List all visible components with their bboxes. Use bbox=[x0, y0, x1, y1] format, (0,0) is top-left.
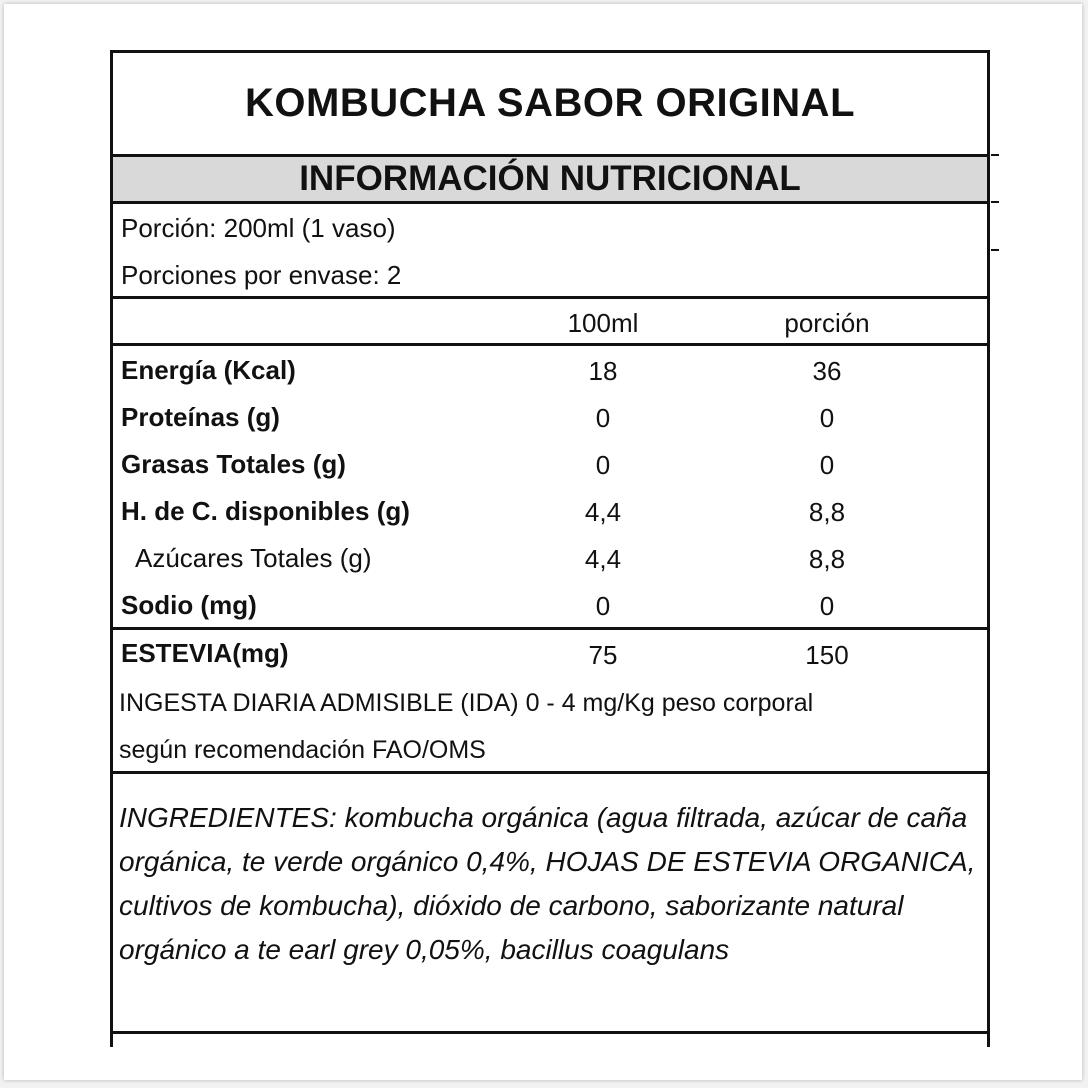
nutrient-value-portion: 8,8 bbox=[808, 544, 846, 574]
nutrient-value-portion: 0 bbox=[819, 403, 835, 433]
divider bbox=[113, 627, 987, 630]
nutrient-value-portion: 8,8 bbox=[808, 497, 846, 527]
ida-note-line2: según recomendación FAO/OMS bbox=[119, 736, 486, 764]
nutrient-name: H. de C. disponibles (g) bbox=[121, 496, 410, 526]
portion-size: Porción: 200ml (1 vaso) bbox=[121, 213, 396, 243]
divider-stub bbox=[991, 201, 999, 203]
divider bbox=[113, 1031, 987, 1034]
section-title: INFORMACIÓN NUTRICIONAL bbox=[299, 159, 801, 198]
nutrient-value-100ml: 0 bbox=[595, 450, 611, 480]
nutrient-value-portion: 0 bbox=[819, 591, 835, 621]
divider bbox=[113, 343, 987, 346]
nutrient-name: Proteínas (g) bbox=[121, 402, 280, 432]
nutrient-name: Sodio (mg) bbox=[121, 590, 257, 620]
ida-note-line1: INGESTA DIARIA ADMISIBLE (IDA) 0 - 4 mg/Kg peso corporal bbox=[119, 689, 814, 717]
nutrient-value-100ml: 4,4 bbox=[584, 544, 622, 574]
column-header-100ml: 100ml bbox=[567, 308, 639, 338]
product-title: KOMBUCHA SABOR ORIGINAL bbox=[245, 81, 855, 125]
ingredients-text: INGREDIENTES: kombucha orgánica (agua filtrada, azúcar de caña orgánica, te verde orgánico 0,4%, HOJAS DE ESTEVIA ORGANICA, cultivos de kombucha), dióxido de carbono, saborizante natural orgánico a te earl grey 0,05%, bacillus coagulans bbox=[119, 802, 976, 965]
nutrition-label bbox=[110, 50, 990, 1047]
page-canvas bbox=[4, 4, 1082, 1080]
nutrient-name: Azúcares Totales (g) bbox=[135, 543, 372, 573]
divider bbox=[113, 296, 987, 299]
nutrient-value-100ml: 4,4 bbox=[584, 497, 622, 527]
stevia-value-100ml: 75 bbox=[588, 640, 618, 670]
portions-per-container: Porciones por envase: 2 bbox=[121, 260, 402, 290]
nutrient-value-100ml: 0 bbox=[595, 403, 611, 433]
nutrient-value-100ml: 18 bbox=[588, 356, 618, 386]
nutrient-value-portion: 36 bbox=[812, 356, 842, 386]
divider-stub bbox=[991, 154, 999, 156]
nutrient-name: Grasas Totales (g) bbox=[121, 449, 346, 479]
divider bbox=[113, 771, 987, 774]
divider bbox=[113, 201, 987, 204]
nutrient-value-portion: 0 bbox=[819, 450, 835, 480]
nutrient-name: Energía (Kcal) bbox=[121, 355, 296, 385]
divider-stub bbox=[991, 249, 999, 251]
stevia-value-portion: 150 bbox=[805, 640, 849, 670]
nutrient-value-100ml: 0 bbox=[595, 591, 611, 621]
column-header-portion: porción bbox=[784, 308, 870, 338]
stevia-name: ESTEVIA(mg) bbox=[121, 638, 289, 668]
